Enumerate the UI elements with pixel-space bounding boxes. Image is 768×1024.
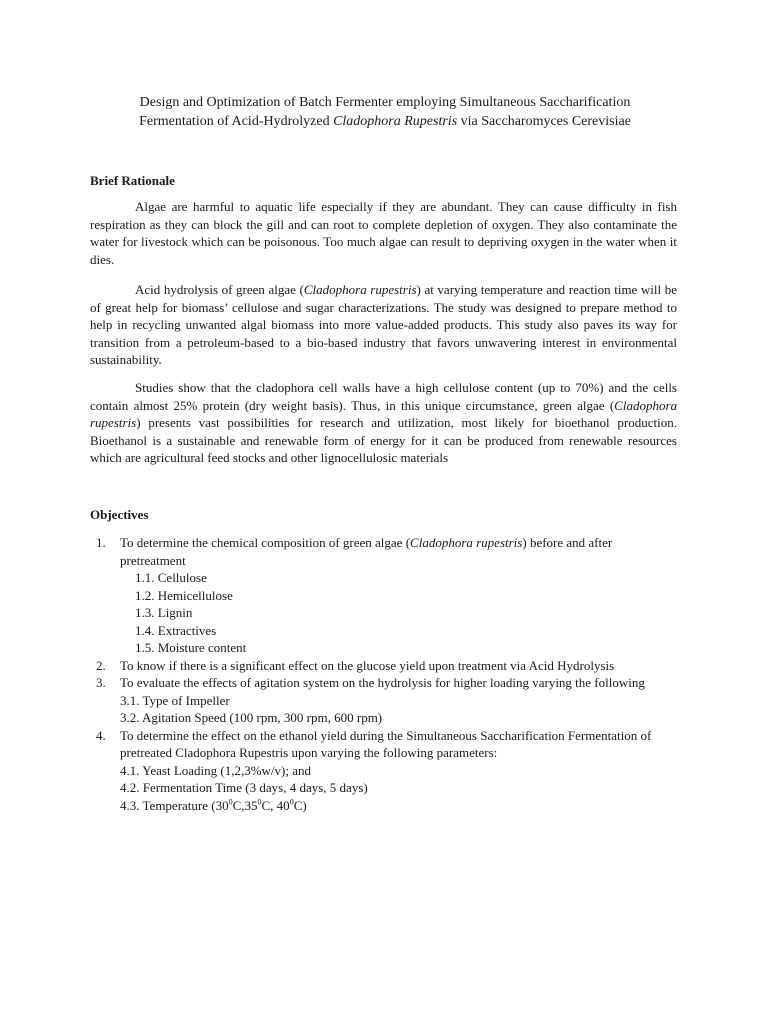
objective-item-3: 3. To evaluate the effects of agitation system on the hydrolysis for higher loading varying the following 3.1. Type of Impeller 3.2. Agitation Speed (100 rpm, 300 rpm, 600 rpm) — [90, 674, 690, 727]
sub-item: 1.5. Moisture content — [135, 640, 247, 655]
rationale-heading: Brief Rationale — [90, 173, 175, 188]
sub-item: 4.2. Fermentation Time (3 days, 4 days, 5 days) — [120, 780, 368, 795]
title-line-2: Fermentation of Acid-Hydrolyzed Cladophora Rupestris via Saccharomyces Cerevisiae — [139, 114, 631, 129]
sub-item: 3.2. Agitation Speed (100 rpm, 300 rpm, 600 rpm) — [120, 710, 383, 725]
sub-item: 1.2. Hemicellulose — [135, 587, 233, 603]
title-line-1: Design and Optimization of Batch Fermenter employing Simultaneous Saccharification — [139, 95, 631, 110]
sub-item: 3.1. Type of Impeller — [120, 692, 230, 708]
objectives-list — [90, 534, 690, 814]
sub-item: 4.1. Yeast Loading (1,2,3%w/v); and — [120, 762, 312, 778]
sub-item: 4.3. Temperature ($30^0C,35^0C$, $40^0C$) — [120, 797, 307, 813]
objectives-heading: Objectives — [90, 507, 149, 522]
sub-item: 1.3. Lignin — [135, 605, 193, 620]
document-title — [90, 93, 680, 131]
objective-item-2: 2. To know if there is a significant effect on the glucose yield upon treatment via Acid Hydrolysis — [96, 657, 615, 673]
rationale-paragraph-1: Algae are harmful to aquatic life especially if they are abundant. They can cause difficulty in fish respiration as they can block the gill and can root to complete depletion of oxygen. They also contaminate the water for livestock which can be poisonous. Too much algae can result to depriving oxygen in the water when it dies. — [90, 199, 677, 267]
rationale-paragraph-2: Acid hydrolysis of green algae (Cladophora rupestris) at varying temperature and reaction time will be of great help for biomass’ cellulose and sugar characterizations. The study was designed to prepare method to help in recycling unwanted algal biomass into more value-added products. This study also paves its way for transition from a petroleum-based to a bio-based industry that favors unwavering interest in environmental sustainability. — [90, 282, 677, 367]
objective-item-4: 4. To determine the effect on the ethanol yield during the Simultaneous Saccharification Fermentation of pretreated Cladophora Rupestris upon varying the following parameters: 4.1. Yeast Loading (1,2,3%w/v); and 4.2. Fermentation Time (3 days, 4 days, 5 days) 4.3. Temperature ($30^0C,35^0C$, $40^0C$) — [90, 727, 690, 815]
rationale-paragraph-3: Studies show that the cladophora cell walls have a high cellulose content (up to 70%) and the cells contain almost 25% protein (dry weight basis). Thus, in this unique circumstance, green algae (Cladophora rupestris) presents vast possibilities for research and utilization, most likely for bioethanol production. Bioethanol is a sustainable and renewable form of energy for it can be produced from renewable resources which are agricultural feed stocks and other lignocellulosic materials — [90, 380, 677, 465]
objective-item-1: 1. To determine the chemical composition of green algae (Cladophora rupestris) before and after pretreatment 1.1. Cellulose 1.2. Hemicellulose 1.3. Lignin 1.4. Extractives 1.5. Moisture content — [90, 534, 690, 657]
sub-item: 1.4. Extractives — [135, 622, 217, 638]
sub-item: 1.1. Cellulose — [135, 570, 207, 585]
